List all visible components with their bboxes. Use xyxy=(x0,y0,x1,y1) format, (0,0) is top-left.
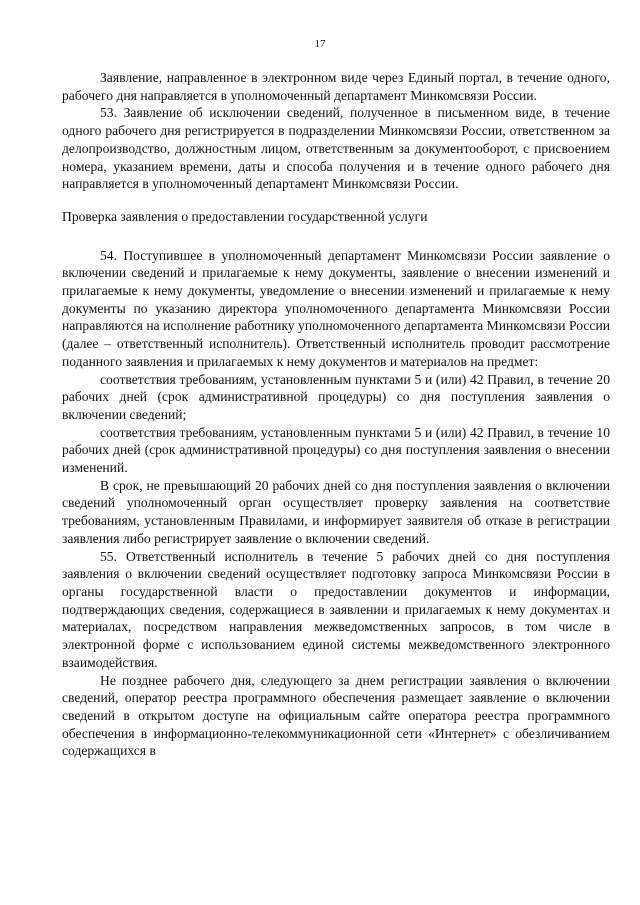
paragraph-portal-submission: Заявление, направленное в электронном виде через Единый портал, в течение одного, рабочего дня направляется в уполномоченный департамент Минкомсвязи России. xyxy=(62,70,610,103)
paragraph-publication: Не позднее рабочего дня, следующего за днем регистрации заявления о включении сведений, оператор реестра программного обеспечения размещает заявление о включении сведений в открытом доступе на официальным сайте оператора реестра программного обеспечения в информационно-телекоммуникационной сети «Интернет» с обезличиванием содержащихся в xyxy=(62,672,610,759)
section-heading: Проверка заявления о предоставлении государственной услуги xyxy=(62,208,428,224)
document-body xyxy=(62,69,610,760)
paragraph-deadline: В срок, не превышающий 20 рабочих дней со дня поступления заявления о включении сведений уполномоченный орган осуществляет проверку заявления на соответствие требованиям, установленным Правилами, и информирует заявителя об отказе в регистрации заявления либо регистрирует заявление о включении сведений. xyxy=(62,477,610,546)
paragraph-53: 53. Заявление об исключении сведений, полученное в письменном виде, в течение одного рабочего дня регистрируется в подразделении Минкомсвязи России, ответственном за делопроизводство, должностным лицом, ответственным за документооборот, с присвоением номера, указанием времени, даты и способа получения и в течение одного рабочего дня направляется в уполномоченный департамент Минкомсвязи России. xyxy=(62,105,610,192)
paragraph-54: 54. Поступившее в уполномоченный департамент Минкомсвязи России заявление о включении сведений и прилагаемые к нему документы, заявление о внесении изменений и прилагаемые к нему документы, уведомление о внесении изменений и прилагаемые к нему документы по указанию директора уполномоченного департамента Минкомсвязи России направляются на исполнение работнику уполномоченного департамента Минкомсвязи России (далее – ответственный исполнитель). Ответственный исполнитель проводит рассмотрение поданного заявления и прилагаемых к нему документов и материалов на предмет: xyxy=(62,247,610,369)
paragraph-55: 55. Ответственный исполнитель в течение 5 рабочих дней со дня поступления заявления о включении сведений осуществляет подготовку запроса Минкомсвязи России в органы государственной власти о предоставлении документов и информации, подтверждающих сведения, содержащиеся в заявлении и прилагаемых к нему документах и материалах, посредством направления межведомственных запросов, в том числе в электронной форме с использованием единой системы межведомственного электронного взаимодействия. xyxy=(62,548,610,670)
paragraph-changes-check: соответствия требованиям, установленным пунктами 5 и (или) 42 Правил, в течение 10 рабочих дней (срок административной процедуры) со дня поступления заявления о внесении изменений. xyxy=(62,424,610,476)
page-number: 17 xyxy=(314,38,326,50)
paragraph-inclusion-check: соответствия требованиям, установленным пунктами 5 и (или) 42 Правил, в течение 20 рабочих дней (срок административной процедуры) со дня поступления заявления о включении сведений; xyxy=(62,371,610,422)
